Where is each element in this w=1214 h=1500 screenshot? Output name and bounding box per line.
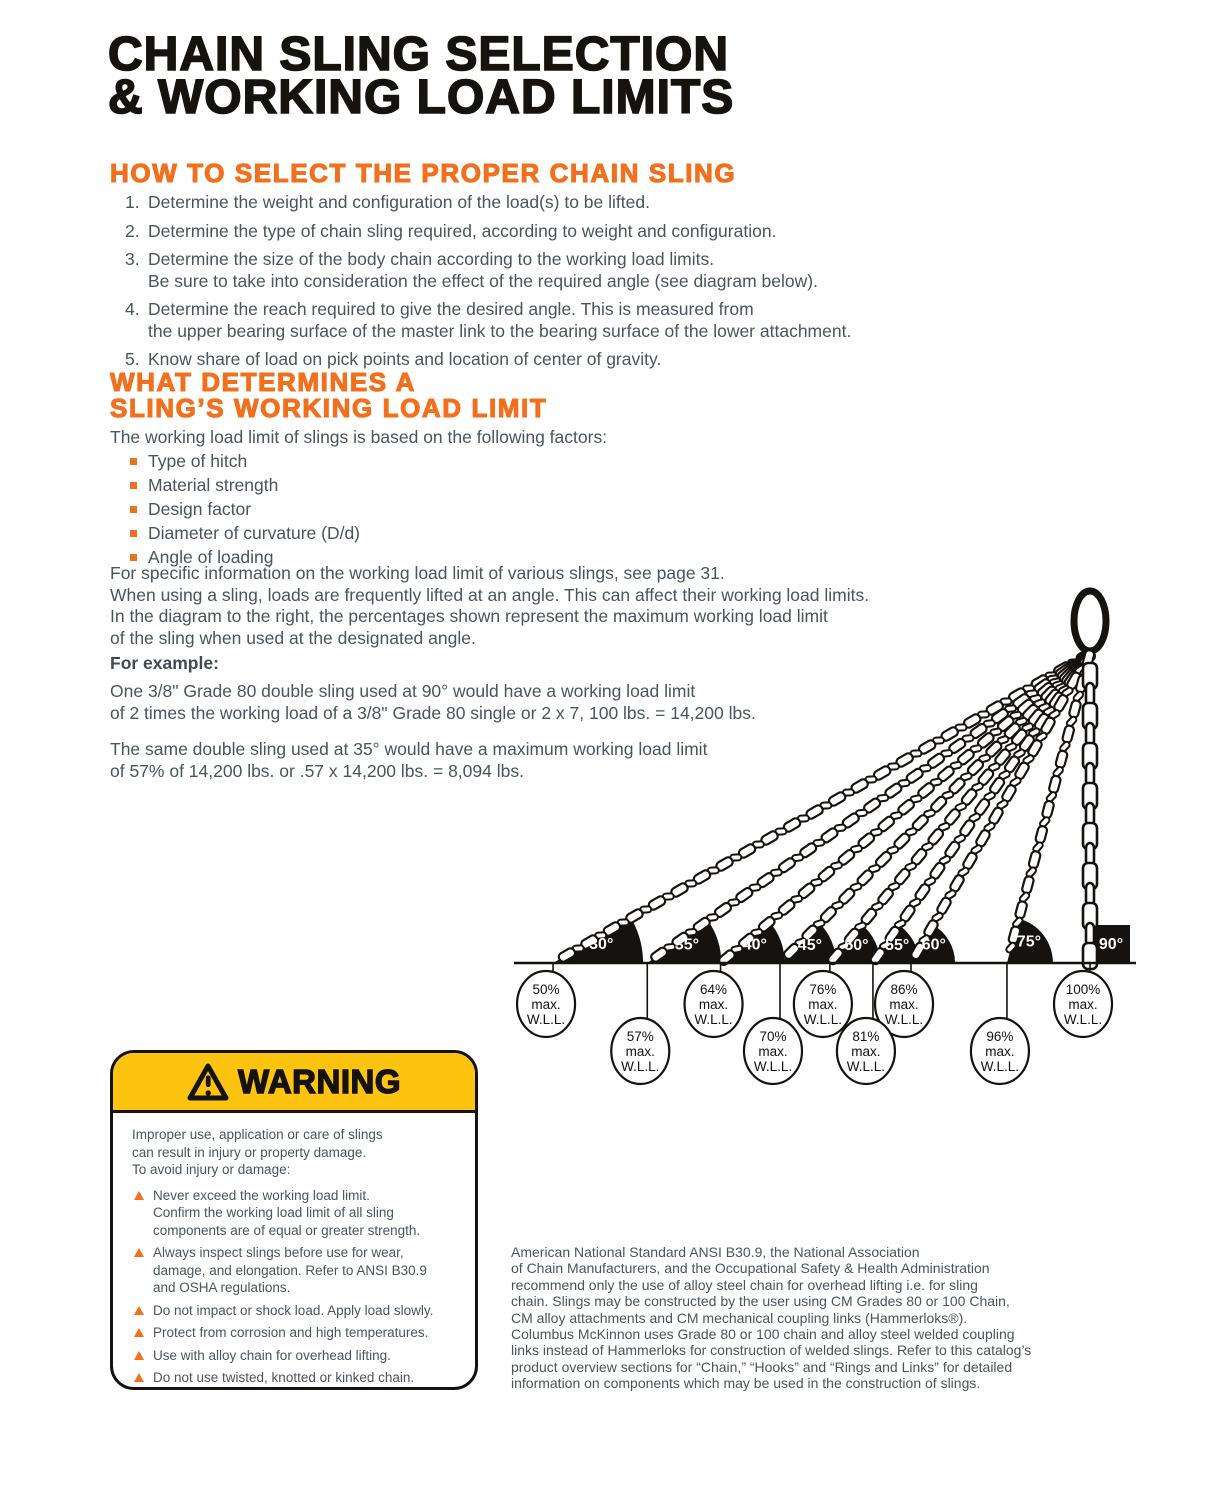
wll-circle-text: W.L.L. [621,1059,660,1074]
warning-triangle-icon [187,1063,229,1101]
wll-circle-text: 86% [890,982,918,997]
triangle-bullet-icon [134,1306,144,1315]
step-2-number: 2. [125,220,140,241]
ansi-line: links instead of Hammerloks for construction of welded slings. Refer to this catalog’s [511,1342,1032,1359]
factor-text: Design factor [148,498,252,519]
triangle-bullet-icon [134,1328,144,1337]
wll-circle-text: W.L.L. [884,1012,924,1027]
square-bullet-icon [130,482,137,489]
info-line: In the diagram to the right, the percentages shown represent the maximum working load limit [110,606,828,626]
info-line: For specific information on the working load limit of various slings, see page 31. [110,563,725,583]
angle-label: 60° [921,936,946,954]
warning-header [113,1053,475,1113]
wll-circle-text: W.L.L. [980,1059,1020,1074]
warning-item-text: Use with alloy chain for overhead lifting. [153,1347,391,1363]
factor-text: Angle of loading [148,546,274,567]
wll-circle-text: max. [698,997,729,1012]
wll-circle-text: 96% [986,1029,1014,1044]
factor-text: Material strength [148,474,279,495]
wll-circle-text: W.L.L. [526,1012,566,1027]
factor-text: Type of hitch [148,450,248,471]
wll-circle-text: W.L.L. [694,1012,733,1027]
square-bullet-icon [130,458,137,465]
selection-steps [110,192,960,378]
master-link [1074,591,1106,651]
how-to-heading: HOW TO SELECT THE PROPER CHAIN SLING [110,158,737,188]
warning-item [132,1369,459,1387]
warning-item-text: components are of equal or greater strength. [153,1222,421,1238]
factor-text: Diameter of curvature (D/d) [148,522,361,543]
step-4-text-line1: Determine the reach required to give the desired angle. This is measured from [148,299,754,319]
example-p2-line2: of 57% of 14,200 lbs. or .57 x 14,200 lbs. = 8,094 lbs. [110,761,524,781]
sling-diagram [502,585,1152,1090]
wll-circle-text: max. [889,997,919,1012]
warning-item-text: damage, and elongation. Refer to ANSI B30.9 [153,1262,427,1278]
square-bullet-icon [130,554,137,561]
determines-heading-line2: SLING’S WORKING LOAD LIMIT [110,393,548,423]
step-1 [110,192,960,214]
wll-circle-text: 70% [759,1029,787,1044]
page-title-line2: & WORKING LOAD LIMITS [108,71,735,124]
step-1-number: 1. [125,192,140,212]
angle-label: 30° [589,935,614,953]
wll-circle-text: max. [1068,997,1098,1012]
warning-title: WARNING [238,1062,401,1100]
warning-box [110,1050,478,1390]
warning-item-text: Always inspect slings before use for wear, [153,1245,404,1260]
angle-label: 40° [742,936,767,954]
triangle-bullet-icon [134,1191,144,1200]
angle-label: 35° [674,936,700,954]
angle-label: 75° [1016,933,1042,951]
wll-circle-text: 81% [852,1029,880,1044]
square-bullet-icon [130,530,137,537]
step-5-text: Know share of load on pick points and location of center of gravity. [148,349,662,369]
ansi-paragraph [511,1244,1131,1392]
angle-label: 90° [1098,936,1124,953]
example-p1-line1: One 3/8" Grade 80 double sling used at 90° would have a working load limit [110,680,696,701]
factor-item [110,449,360,473]
step-3-number: 3. [125,249,140,269]
warning-item-text: and OSHA regulations. [153,1280,291,1295]
page-title [108,28,735,124]
warning-item [132,1347,459,1365]
warning-item-text: Protect from corrosion and high temperatures. [153,1325,429,1340]
ansi-line: of Chain Manufacturers, and the Occupational Safety & Health Administration [511,1260,990,1277]
ansi-line: product overview sections for “Chain,” “Hooks” and “Rings and Links” for detailed [511,1358,1013,1375]
angle-label: 55° [885,936,910,954]
wll-circle-text: 76% [809,982,837,997]
triangle-bullet-icon [134,1248,144,1257]
wll-circle-text: 100% [1065,982,1101,997]
ansi-line: CM alloy attachments and CM mechanical coupling links (Hammerloks®). [511,1309,968,1326]
example-p2-line1: The same double sling used at 35° would have a maximum working load limit [110,738,708,759]
wll-circle-text: W.L.L. [753,1059,793,1074]
factor-item [110,497,360,521]
step-4-text-line2: the upper bearing surface of the master link to the bearing surface of the lower attachment. [148,320,852,341]
chain-90 [1083,663,1097,969]
wll-circle-text: max. [625,1044,655,1059]
triangle-bullet-icon [134,1351,144,1360]
wll-circle-text: max. [985,1044,1015,1059]
warning-intro-line: To avoid injury or damage: [132,1162,291,1177]
wll-circle-text: W.L.L. [846,1059,886,1074]
warning-item-list [132,1187,459,1387]
step-3-text-line2: Be sure to take into consideration the effect of the required angle (see diagram below). [148,270,818,291]
ansi-line: recommend only the use of alloy steel chain for overhead lifting i.e. for sling [511,1276,978,1293]
factor-list [110,449,360,569]
factor-item [110,521,360,545]
factor-item [110,473,360,497]
ansi-line: Columbus McKinnon uses Grade 80 or 100 chain and alloy steel welded coupling [511,1326,1015,1343]
page-title-line1: CHAIN SLING SELECTION [108,28,730,81]
step-2-text: Determine the type of chain sling required, according to weight and configuration. [148,220,777,241]
warning-item [132,1187,459,1240]
warning-intro-line: can result in injury or property damage. [132,1144,367,1160]
square-bullet-icon [130,506,137,513]
ansi-line: chain. Slings may be constructed by the user using CM Grades 80 or 100 Chain, [511,1293,1010,1310]
warning-item-text: Do not impact or shock load. Apply load slowly. [153,1302,434,1318]
example-p1-line2: of 2 times the working load of a 3/8" Grade 80 single or 2 x 7, 100 lbs. = 14,200 lbs. [110,703,756,723]
determines-intro: The working load limit of slings is based on the following factors: [110,427,608,447]
step-4-number: 4. [125,299,140,319]
step-3-text-line1: Determine the size of the body chain according to the working load limits. [148,249,715,269]
wll-circle-text: max. [851,1044,881,1059]
warning-item-text: Do not use twisted, knotted or kinked chain. [153,1370,415,1385]
warning-item-text: Confirm the working load limit of all sling [153,1205,394,1220]
wll-circle-text: 57% [626,1029,654,1044]
step-2 [110,221,960,243]
determines-heading-line1: WHAT DETERMINES A [110,367,416,397]
step-4 [110,299,960,342]
warning-body [113,1113,475,1387]
triangle-bullet-icon [134,1373,144,1382]
warning-item [132,1244,459,1297]
wll-circle-text: max. [758,1044,788,1059]
warning-item [132,1302,459,1320]
step-5-number: 5. [125,349,140,369]
angle-label: 50° [844,937,869,955]
example-label: For example: [110,653,219,673]
wll-circle-text: W.L.L. [803,1012,843,1027]
warning-item-text: Never exceed the working load limit. [153,1187,370,1203]
wll-circle-text: 64% [700,982,728,997]
determines-heading [110,369,547,421]
warning-item [132,1324,459,1342]
info-line: When using a sling, loads are frequently lifted at an angle. This can affect their working load limits. [110,584,870,605]
step-3 [110,249,960,292]
info-line: of the sling when used at the designated angle. [110,627,476,648]
ansi-line: information on components which may be used in the construction of slings. [511,1375,981,1392]
wll-circle-text: W.L.L. [1063,1012,1103,1027]
wll-circle-text: 50% [532,982,560,997]
ansi-line: American National Standard ANSI B30.9, the National Association [511,1244,920,1260]
wll-circle-text: max. [808,997,838,1012]
step-1-text: Determine the weight and configuration of the load(s) to be lifted. [148,192,650,212]
wll-circle-text: max. [531,997,561,1012]
warning-intro-line: Improper use, application or care of slings [132,1127,383,1142]
warning-intro [132,1126,459,1179]
angle-label: 45° [797,936,823,954]
